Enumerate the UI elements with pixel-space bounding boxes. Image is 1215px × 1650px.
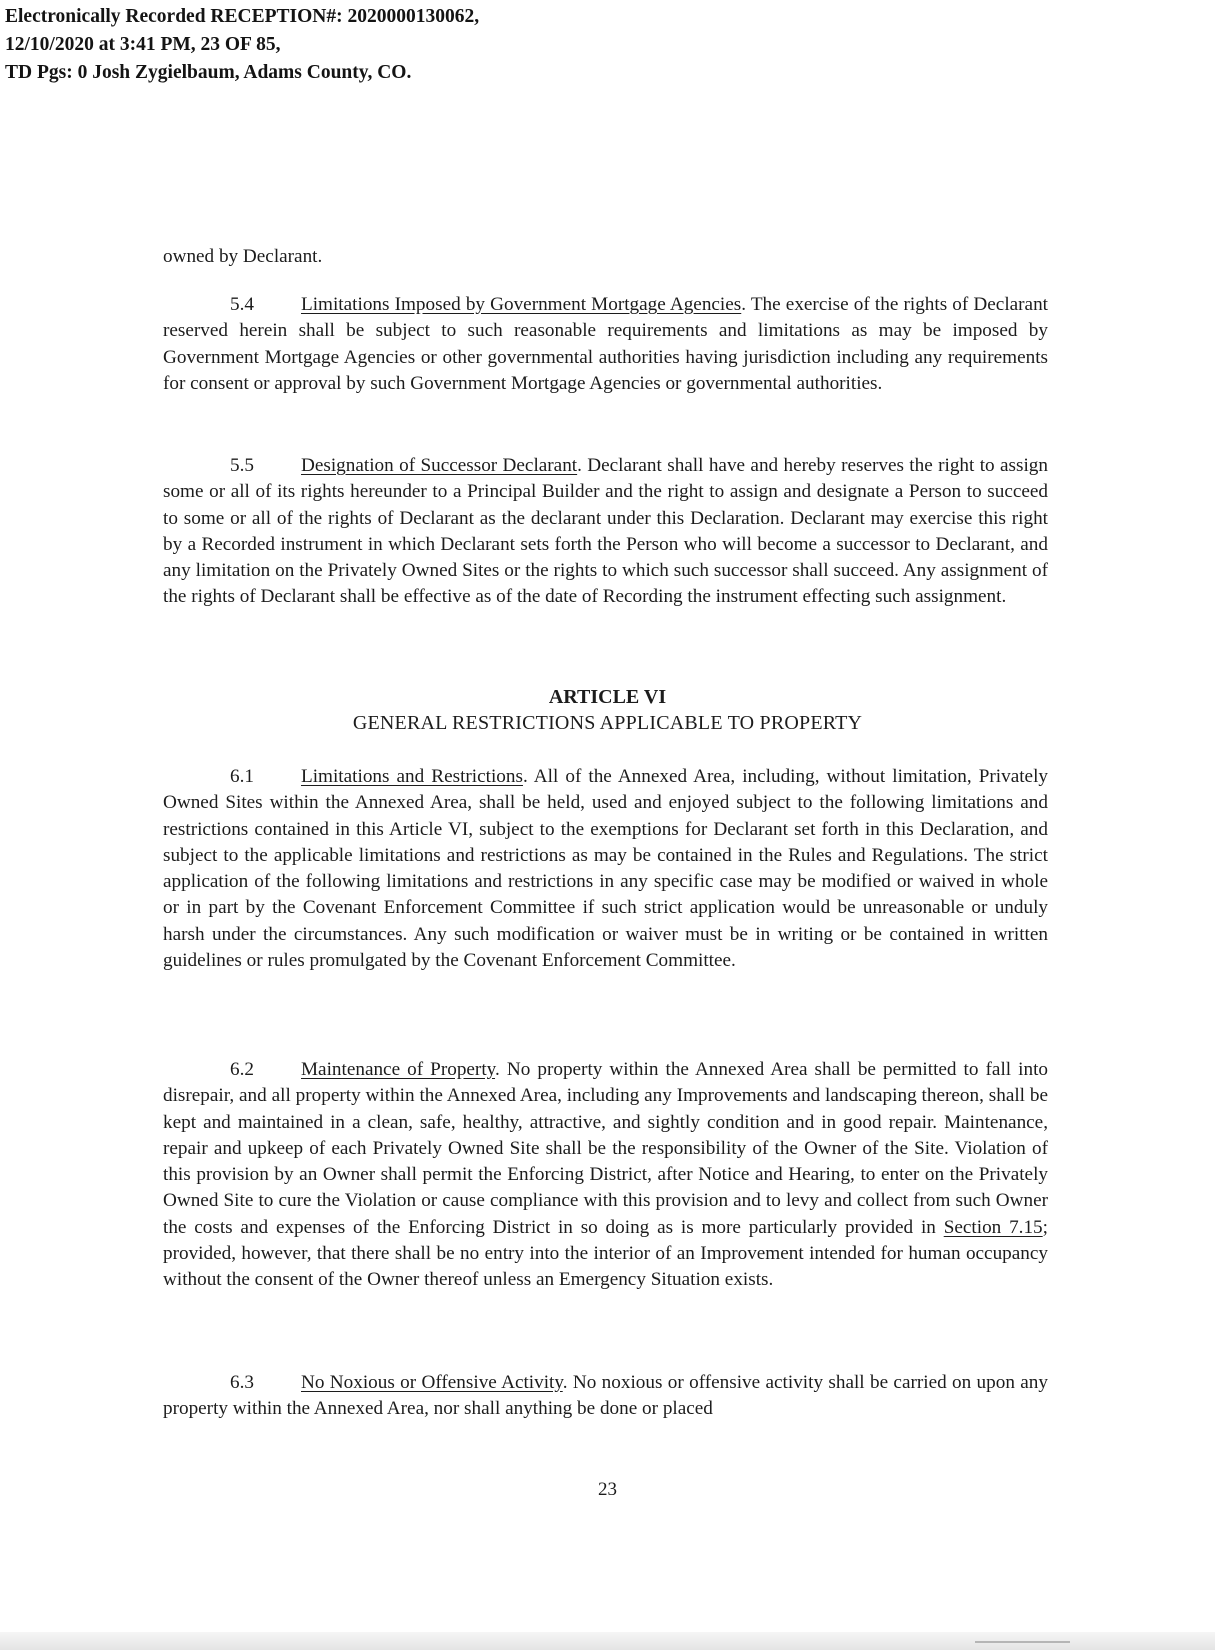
section-heading: No Noxious or Offensive Activity — [301, 1372, 563, 1393]
stamp-line-2: 12/10/2020 at 3:41 PM, 23 OF 85, — [5, 34, 281, 55]
section-body: . Declarant shall have and hereby reserves the right to assign some or all of its rights hereunder to a Principal Builder and the right to assign and designate a Person to succeed to some or all of the rights of Declarant as the declarant under this Declaration. Declarant may exercise this right by a Recorded instrument in which Declarant sets forth the Person who will become a successor to Declarant, and any limitation on the Privately Owned Sites or the rights to which such successor shall succeed. Any assignment of the rights of Declarant shall be effective as of the date of Recording the instrument effecting such assignment. — [163, 455, 1048, 608]
section-6-1 — [163, 764, 1048, 974]
section-body: . All of the Annexed Area, including, without limitation, Privately Owned Sites within the Annexed Area, shall be held, used and enjoyed subject to the following limitations and restrictions contained in this Article VI, subject to the exemptions for Declarant set forth in this Declaration, and subject to the applicable limitations and restrictions as may be contained in the Rules and Regulations. The strict application of the following limitations and restrictions in any specific case may be modified or waived in whole or in part by the Covenant Enforcement Committee if such strict application would be unreasonable or unduly harsh under the circumstances. Any such modification or waiver must be in writing or be contained in written guidelines or rules promulgated by the Covenant Enforcement Committee. — [163, 766, 1048, 972]
section-heading: Maintenance of Property — [301, 1059, 496, 1080]
intro-text: owned by Declarant. — [163, 246, 323, 267]
section-number: 5.5 — [230, 455, 254, 476]
section-reference-link: Section 7.15 — [943, 1216, 1043, 1238]
section-number: 6.2 — [230, 1059, 254, 1080]
section-heading: Designation of Successor Declarant — [301, 455, 578, 476]
recording-stamp — [5, 3, 479, 87]
section-heading: Limitations and Restrictions — [301, 766, 523, 787]
section-6-2 — [163, 1057, 1048, 1294]
section-body-continued: ; provided, however, that there shall be no entry into the interior of an Improvement intended for human occupancy without the consent of the Owner thereof unless an Emergency Situation exists. — [163, 1216, 1048, 1291]
section-heading: Limitations Imposed by Government Mortgage Agencies — [301, 294, 742, 315]
scan-artifact-line — [975, 1641, 1070, 1643]
section-6-3 — [163, 1370, 1048, 1423]
stamp-line-1: Electronically Recorded RECEPTION#: 2020000130062, — [5, 6, 480, 27]
section-body: . The exercise of the rights of Declarant reserved herein shall be subject to such reasonable requirements and limitations as may be imposed by Government Mortgage Agencies or other governmental authorities having jurisdiction including any requirements for consent or approval by such Government Mortgage Agencies or governmental authorities. — [163, 294, 1048, 394]
article-subtitle: GENERAL RESTRICTIONS APPLICABLE TO PROPERTY — [352, 712, 863, 734]
page-number: 23 — [598, 1479, 617, 1500]
intro-paragraph — [163, 244, 1048, 270]
section-body: . No property within the Annexed Area shall be permitted to fall into disrepair, and all property within the Annexed Area, including any Improvements and landscaping thereon, shall be kept and maintained in a clean, safe, healthy, attractive, and sightly condition and in good repair. Maintenance, repair and upkeep of each Privately Owned Site shall be the responsibility of the Owner of the Site. Violation of this provision by an Owner shall permit the Enforcing District, after Notice and Hearing, to enter on the Privately Owned Site to cure the Violation or cause compliance with this provision and to levy and collect from such Owner the costs and expenses of the Enforcing District in so doing as is more particularly provided in — [163, 1059, 1049, 1238]
section-body: . No noxious or offensive activity shall be carried on upon any property within the Annexed Area, nor shall anything be done or placed — [163, 1372, 1048, 1420]
article-title: ARTICLE VI — [548, 686, 667, 708]
section-5-4 — [163, 292, 1048, 397]
section-number: 5.4 — [230, 294, 254, 315]
section-number: 6.3 — [230, 1372, 254, 1393]
section-5-5 — [163, 453, 1048, 611]
section-number: 6.1 — [230, 766, 254, 787]
stamp-line-3: TD Pgs: 0 Josh Zygielbaum, Adams County, CO. — [5, 62, 412, 83]
